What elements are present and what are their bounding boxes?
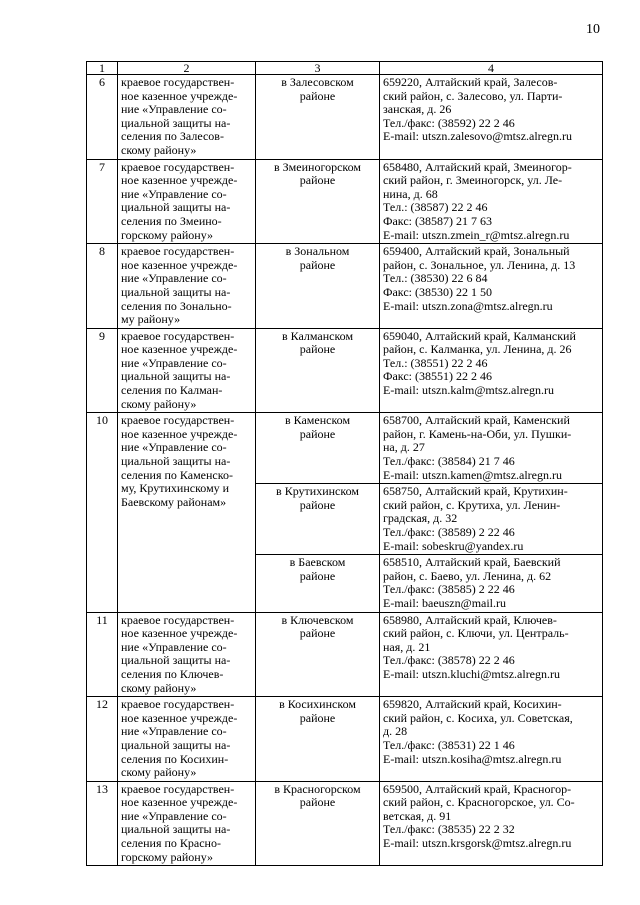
district-name: в Ключевском районе <box>256 612 380 697</box>
institution-name: краевое государствен- ное казенное учрежде- ние «Управление со- циальной защиты на- селения по Зонально- му району» <box>118 244 256 329</box>
column-header: 2 <box>118 62 256 75</box>
contact-details: 658510, Алтайский край, Баевский район, с. Баево, ул. Ленина, д. 62 Тел./факс: (38585) 2 22 46 E-mail: baeuszn@mail.ru <box>380 555 603 612</box>
institution-name: краевое государствен- ное казенное учрежде- ние «Управление со- циальной защиты на- селения по Красно- горскому району» <box>118 781 256 866</box>
institutions-table <box>86 61 603 866</box>
institution-name: краевое государствен- ное казенное учрежде- ние «Управление со- циальной защиты на- селения по Залесов- скому району» <box>118 75 256 160</box>
table-row <box>87 413 603 484</box>
district-name: в Калманском районе <box>256 328 380 413</box>
district-name: в Залесовском районе <box>256 75 380 160</box>
contact-details: 659400, Алтайский край, Зональный район, с. Зональное, ул. Ленина, д. 13 Тел.: (38530) 22 6 84 Факс: (38530) 22 1 50 E-mail: utszn.zona@mtsz.alregn.ru <box>380 244 603 329</box>
table-row <box>87 244 603 329</box>
row-number: 9 <box>87 328 118 413</box>
row-number: 6 <box>87 75 118 160</box>
table-row <box>87 781 603 866</box>
institution-name: краевое государствен- ное казенное учрежде- ние «Управление со- циальной защиты на- селения по Калман- скому району» <box>118 328 256 413</box>
table-header-row <box>87 62 603 75</box>
district-name: в Зональном районе <box>256 244 380 329</box>
district-name: в Змеиногорском районе <box>256 159 380 244</box>
table-row <box>87 75 603 160</box>
institution-name: краевое государствен- ное казенное учрежде- ние «Управление со- циальной защиты на- селения по Косихин- скому району» <box>118 697 256 782</box>
contact-details: 658980, Алтайский край, Ключев- ский район, с. Ключи, ул. Централь- ная, д. 21 Тел./факс: (38578) 22 2 46 E-mail: utszn.kluchi@mtsz.alregn.ru <box>380 612 603 697</box>
contact-details: 659040, Алтайский край, Калманский район, с. Калманка, ул. Ленина, д. 26 Тел.: (38551) 22 2 46 Факс: (38551) 22 2 46 E-mail: utszn.kalm@mtsz.alregn.ru <box>380 328 603 413</box>
row-number: 11 <box>87 612 118 697</box>
institution-name: краевое государствен- ное казенное учрежде- ние «Управление со- циальной защиты на- селения по Каменско- му, Крутихинскому и Баевскому районам» <box>118 413 256 612</box>
institution-name: краевое государствен- ное казенное учрежде- ние «Управление со- циальной защиты на- селения по Змеино- горскому району» <box>118 159 256 244</box>
district-name: в Красногорском районе <box>256 781 380 866</box>
contact-details: 658480, Алтайский край, Змеиногор- ский район, г. Змеиногорск, ул. Ле- нина, д. 68 Тел.: (38587) 22 2 46 Факс: (38587) 21 7 63 E-mail: utszn.zmein_r@mtsz.alregn.ru <box>380 159 603 244</box>
district-name: в Крутихинском районе <box>256 484 380 555</box>
district-name: в Каменском районе <box>256 413 380 484</box>
table-row <box>87 612 603 697</box>
contact-details: 659220, Алтайский край, Залесов- ский район, с. Залесово, ул. Парти- занская, д. 26 Тел./факс: (38592) 22 2 46 E-mail: utszn.zalesovo@mtsz.alregn.ru <box>380 75 603 160</box>
institution-name: краевое государствен- ное казенное учрежде- ние «Управление со- циальной защиты на- селения по Ключев- скому району» <box>118 612 256 697</box>
district-name: в Баевском районе <box>256 555 380 612</box>
contact-details: 659500, Алтайский край, Красногор- ский район, с. Красногорское, ул. Со- ветская, д. 91 Тел./факс: (38535) 22 2 32 E-mail: utszn.krsgorsk@mtsz.alregn.ru <box>380 781 603 866</box>
contact-details: 658700, Алтайский край, Каменский район, г. Камень-на-Оби, ул. Пушки- на, д. 27 Тел./факс: (38584) 21 7 46 E-mail: utszn.kamen@mtsz.alregn.ru <box>380 413 603 484</box>
table-row <box>87 697 603 782</box>
column-header: 4 <box>380 62 603 75</box>
column-header: 3 <box>256 62 380 75</box>
row-number: 8 <box>87 244 118 329</box>
contact-details: 658750, Алтайский край, Крутихин- ский район, с. Крутиха, ул. Ленин- градская, д. 32 Тел./факс: (38589) 2 22 46 E-mail: sobeskru@yandex.ru <box>380 484 603 555</box>
district-name: в Косихинском районе <box>256 697 380 782</box>
row-number: 13 <box>87 781 118 866</box>
row-number: 7 <box>87 159 118 244</box>
page-number: 10 <box>586 22 600 37</box>
table-row <box>87 328 603 413</box>
row-number: 10 <box>87 413 118 612</box>
column-header: 1 <box>87 62 118 75</box>
row-number: 12 <box>87 697 118 782</box>
contact-details: 659820, Алтайский край, Косихин- ский район, с. Косиха, ул. Советская, д. 28 Тел./факс: (38531) 22 1 46 E-mail: utszn.kosiha@mtsz.alregn.ru <box>380 697 603 782</box>
table-row <box>87 159 603 244</box>
